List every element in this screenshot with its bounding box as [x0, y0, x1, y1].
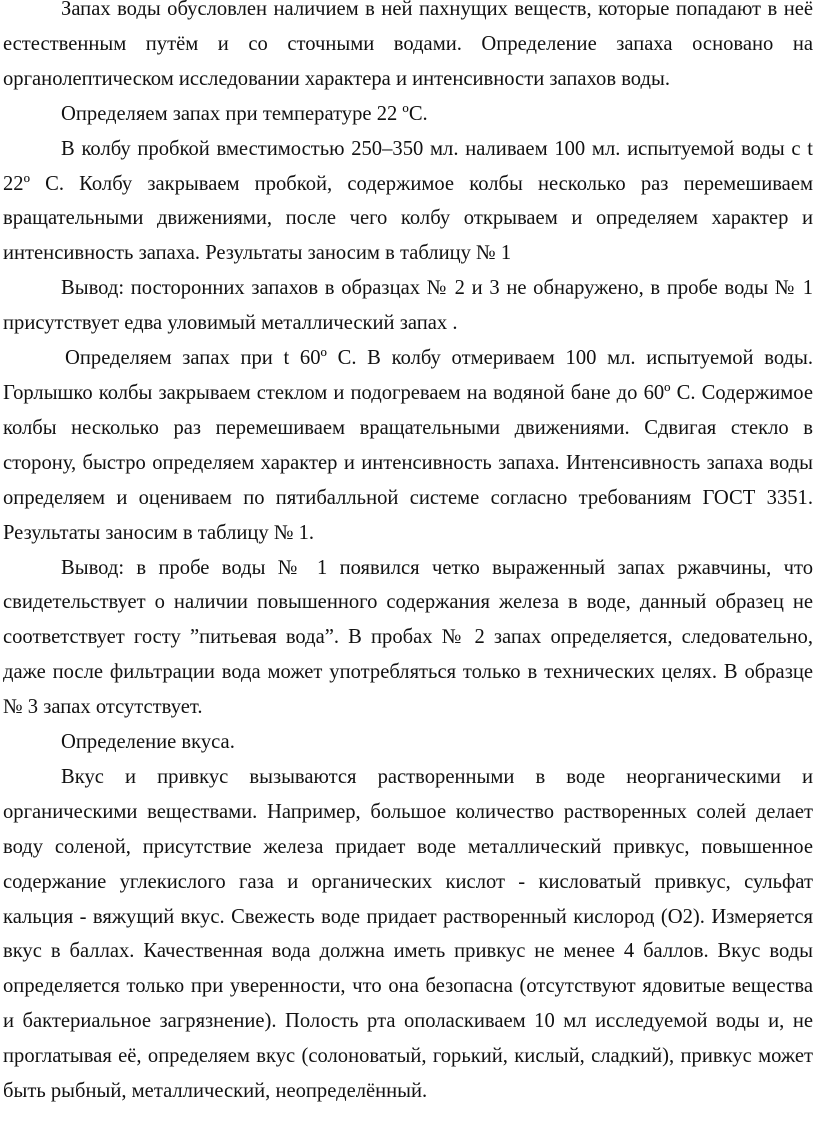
paragraph-taste-description: Вкус и привкус вызываются растворенными в воде неорганическими и органическими веществами. Например, большое количество растворенных солей делает воду соленой, присутствие железа придает воде металлический привкус, повышенное содержание углекислого газа и органических кислот - кисловатый привкус, сульфат кальция - вяжущий вкус. Свежесть воде придает растворенный кислород (О2). Измеряется вкус в баллах. Качественная вода должна иметь привкус не менее 4 баллов. Вкус воды определяется только при уверенности, что она безопасна (отсутствуют ядовитые вещества и бактериальное загрязнение). Полость рта ополаскиваем 10 мл исследуемой воды и, не проглатывая её, определяем вкус (солоноватый, горький, кислый, сладкий), привкус может быть рыбный, металлический, неопределённый.: [3, 765, 813, 1103]
paragraph-odor-definition: Запах воды обусловлен наличием в ней пахнущих веществ, которые попадают в неё естественным путём и со сточными водами. Определение запаха основано на органолептическом исследовании характера и интенсивности запахов воды.: [3, 0, 813, 90]
paragraph-odor-conclusion-22: Вывод: посторонних запахов в образцах № 2 и 3 не обнаружено, в пробе воды № 1 присутствует едва уловимый металлический запах .: [3, 277, 813, 335]
section-heading-taste: Определение вкуса.: [61, 731, 235, 754]
paragraph-odor-procedure-22: В колбу пробкой вместимостью 250–350 мл. наливаем 100 мл. испытуемой воды с t 22º С. Колбу закрываем пробкой, содержимое колбы несколько раз перемешиваем вращательными движениями, после чего колбу открываем и определяем характер и интенсивность запаха. Результаты заносим в таблицу № 1: [3, 137, 813, 265]
paragraph-odor-conclusion-60: Вывод: в пробе воды № 1 появился четко выраженный запах ржавчины, что свидетельствует о наличии повышенного содержания железа в воде, данный образец не соответствует госту ”питьевая вода”. В пробах № 2 запах определяется, следовательно, даже после фильтрации вода может употребляться только в технических целях. В образце № 3 запах отсутствует.: [3, 556, 813, 719]
paragraph-odor-procedure-60: Определяем запах при t 60º С. В колбу отмериваем 100 мл. испытуемой воды. Горлышко колбы закрываем стеклом и подогреваем на водяной бане до 60º С. Содержимое колбы несколько раз перемешиваем вращательными движениями. Сдвигая стекло в сторону, быстро определяем характер и интенсивность запаха. Интенсивность запаха воды определяем и оцениваем по пятибалльной системе согласно требованиям ГОСТ 3351. Результаты заносим в таблицу № 1.: [3, 347, 813, 544]
paragraph-odor-temperature-22: Определяем запах при температуре 22 ºС.: [61, 102, 428, 125]
